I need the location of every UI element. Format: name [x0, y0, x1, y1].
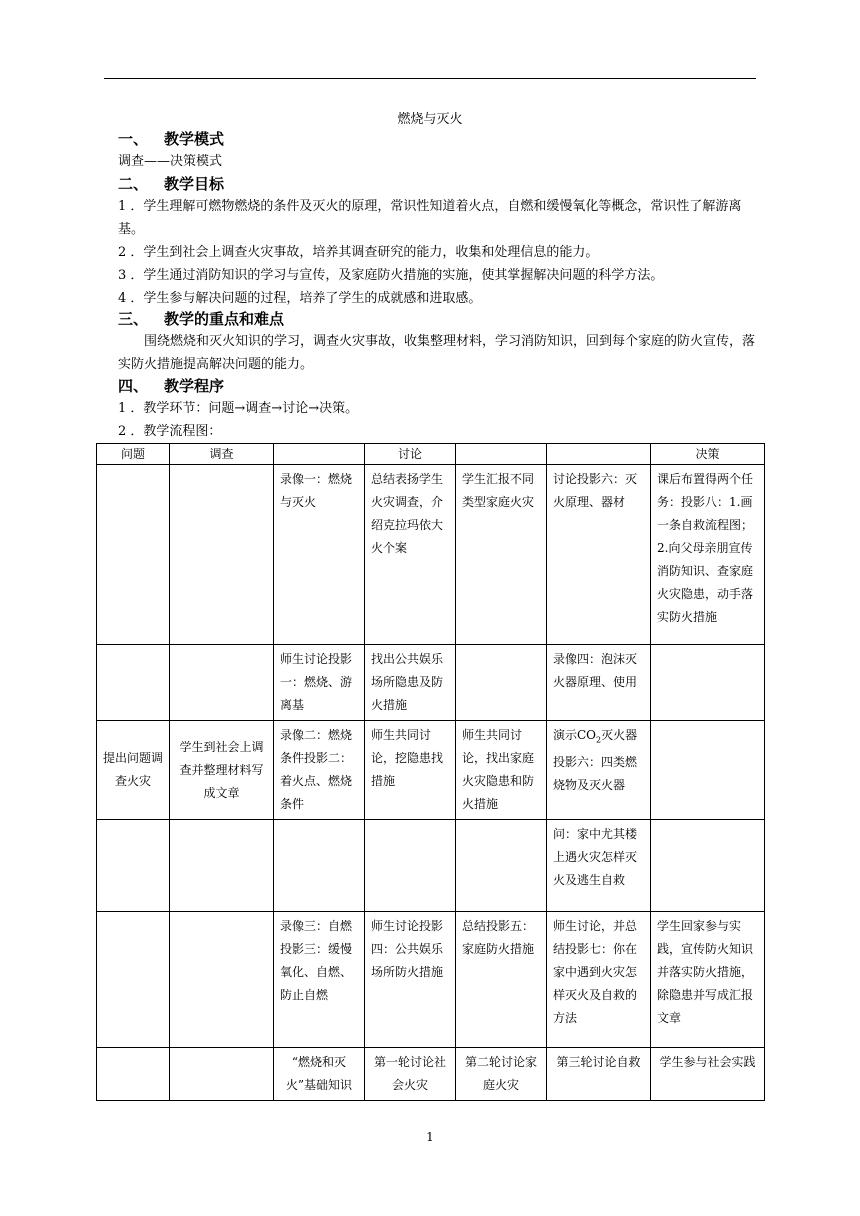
table-cell [97, 912, 170, 1048]
table-cell: 录像四：泡沫灭火器原理、使用 [547, 645, 651, 721]
table-cell: 学生参与社会实践 [651, 1048, 765, 1101]
goal-3: 3 ．学生通过消防知识的学习与宣传，及家庭防火措施的实施，使其掌握解决问题的科学方法。 [118, 268, 664, 283]
table-cell [651, 721, 765, 820]
goal-4: 4 ．学生参与解决问题的过程，培养了学生的成就感和进取感。 [118, 291, 482, 306]
table-cell: 总结投影五：家庭防火措施 [456, 912, 547, 1048]
table-cell: 找出公共娱乐场所隐患及防火措施 [365, 645, 456, 721]
header-cell: 决策 [651, 444, 765, 465]
table-cell: “燃烧和灭火”基础知识 [274, 1048, 365, 1101]
header-cell: 问题 [97, 444, 170, 465]
table-cell: 师生讨论投影一：燃烧、游离基 [274, 645, 365, 721]
table-cell: 第三轮讨论自救 [547, 1048, 651, 1101]
table-cell: 录像二：燃烧条件投影二：着火点、燃烧条件 [274, 721, 365, 820]
section-1 [118, 128, 758, 173]
table-cell: 问：家中尤其楼上遇火灾怎样灭火及逃生自救 [547, 820, 651, 912]
table-cell [170, 645, 274, 721]
section-3 [118, 308, 758, 376]
table-cell [170, 465, 274, 645]
table-cell [365, 820, 456, 912]
table-row [97, 912, 765, 1048]
flow-table [96, 443, 765, 1101]
table-cell [97, 645, 170, 721]
table-cell: 师生讨论投影四：公共娱乐场所防火措施 [365, 912, 456, 1048]
table-cell: 讨论投影六：灭火原理、器材 [547, 465, 651, 645]
table-cell: 总结表扬学生火灾调查，介绍克拉玛依大火个案 [365, 465, 456, 645]
procedure-2: 2 ．教学流程图： [118, 424, 222, 439]
table-cell [170, 912, 274, 1048]
header-cell [274, 444, 365, 465]
header-rule [104, 78, 756, 79]
table-cell [274, 820, 365, 912]
goal-2: 2 ．学生到社会上调查火灾事故，培养其调查研究的能力，收集和处理信息的能力。 [118, 245, 599, 260]
table-row [97, 645, 765, 721]
table-cell: 学生回家参与实践，宣传防火知识并落实防火措施，除隐患并写成汇报文章 [651, 912, 765, 1048]
table-header-row [97, 444, 765, 465]
table-cell: 第一轮讨论社会火灾 [365, 1048, 456, 1101]
table-cell [651, 645, 765, 721]
table-row [97, 820, 765, 912]
table-cell [651, 820, 765, 912]
document-title: 燃烧与灭火 [397, 112, 463, 127]
goal-1: 1 ．学生理解可燃物燃烧的条件及灭火的原理，常识性知道着火点，自燃和缓慢氧化等概念，常识性了解游离基。 [118, 199, 742, 237]
header-cell [547, 444, 651, 465]
page-number: 1 [426, 1130, 434, 1144]
section-heading: 三、 教学的重点和难点 [118, 310, 285, 328]
keypoints-text: 围绕燃烧和灭火知识的学习，调查火灾事故，收集整理材料，学习消防知识，回到每个家庭的防火宣传，落实防火措施提高解决问题的能力。 [118, 334, 756, 372]
table-cell: 课后布置得两个任务：投影八：1.画一条自救流程图；2.向父母亲朋宣传消防知识、查家庭火灾隐患，动手落实防火措施 [651, 465, 765, 645]
table-cell: 学生汇报不同类型家庭火灾 [456, 465, 547, 645]
table-cell [97, 820, 170, 912]
table-cell [456, 645, 547, 721]
section-2 [118, 173, 758, 310]
table-cell: 学生到社会上调查并整理材料写成文章 [170, 721, 274, 820]
table-cell: 第二轮讨论家庭火灾 [456, 1048, 547, 1101]
table-cell [170, 1048, 274, 1101]
table-row [97, 465, 765, 645]
header-cell [456, 444, 547, 465]
table-cell [170, 820, 274, 912]
section-4 [118, 375, 758, 443]
section-heading: 一、 教学模式 [118, 130, 225, 148]
section-heading: 二、 教学目标 [118, 175, 225, 193]
procedure-1: 1 ．教学环节：问题→调查→讨论→决策。 [118, 401, 359, 416]
table-cell [97, 465, 170, 645]
table-cell: 师生共同讨论，挖隐患找措施 [365, 721, 456, 820]
table-row [97, 1048, 765, 1101]
table-cell: 提出问题调查火灾 [97, 721, 170, 820]
section-heading: 四、 教学程序 [118, 377, 225, 395]
table-cell [97, 1048, 170, 1101]
table-cell: 师生共同讨论，找出家庭火灾隐患和防火措施 [456, 721, 547, 820]
table-row [97, 721, 765, 820]
header-cell: 调查 [170, 444, 274, 465]
table-cell: 师生讨论，并总结投影七：你在家中遇到火灾怎样灭火及自救的方法 [547, 912, 651, 1048]
table-cell: 录像三：自燃投影三：缓慢氧化、自燃、防止自燃 [274, 912, 365, 1048]
table-cell: 演示$CO_2$灭火器投影六：四类燃烧物及灭火器 [547, 721, 651, 820]
table-cell: 录像一：燃烧与灭火 [274, 465, 365, 645]
table-cell [456, 820, 547, 912]
mode-text: 调查——决策模式 [118, 154, 223, 169]
header-cell: 讨论 [365, 444, 456, 465]
